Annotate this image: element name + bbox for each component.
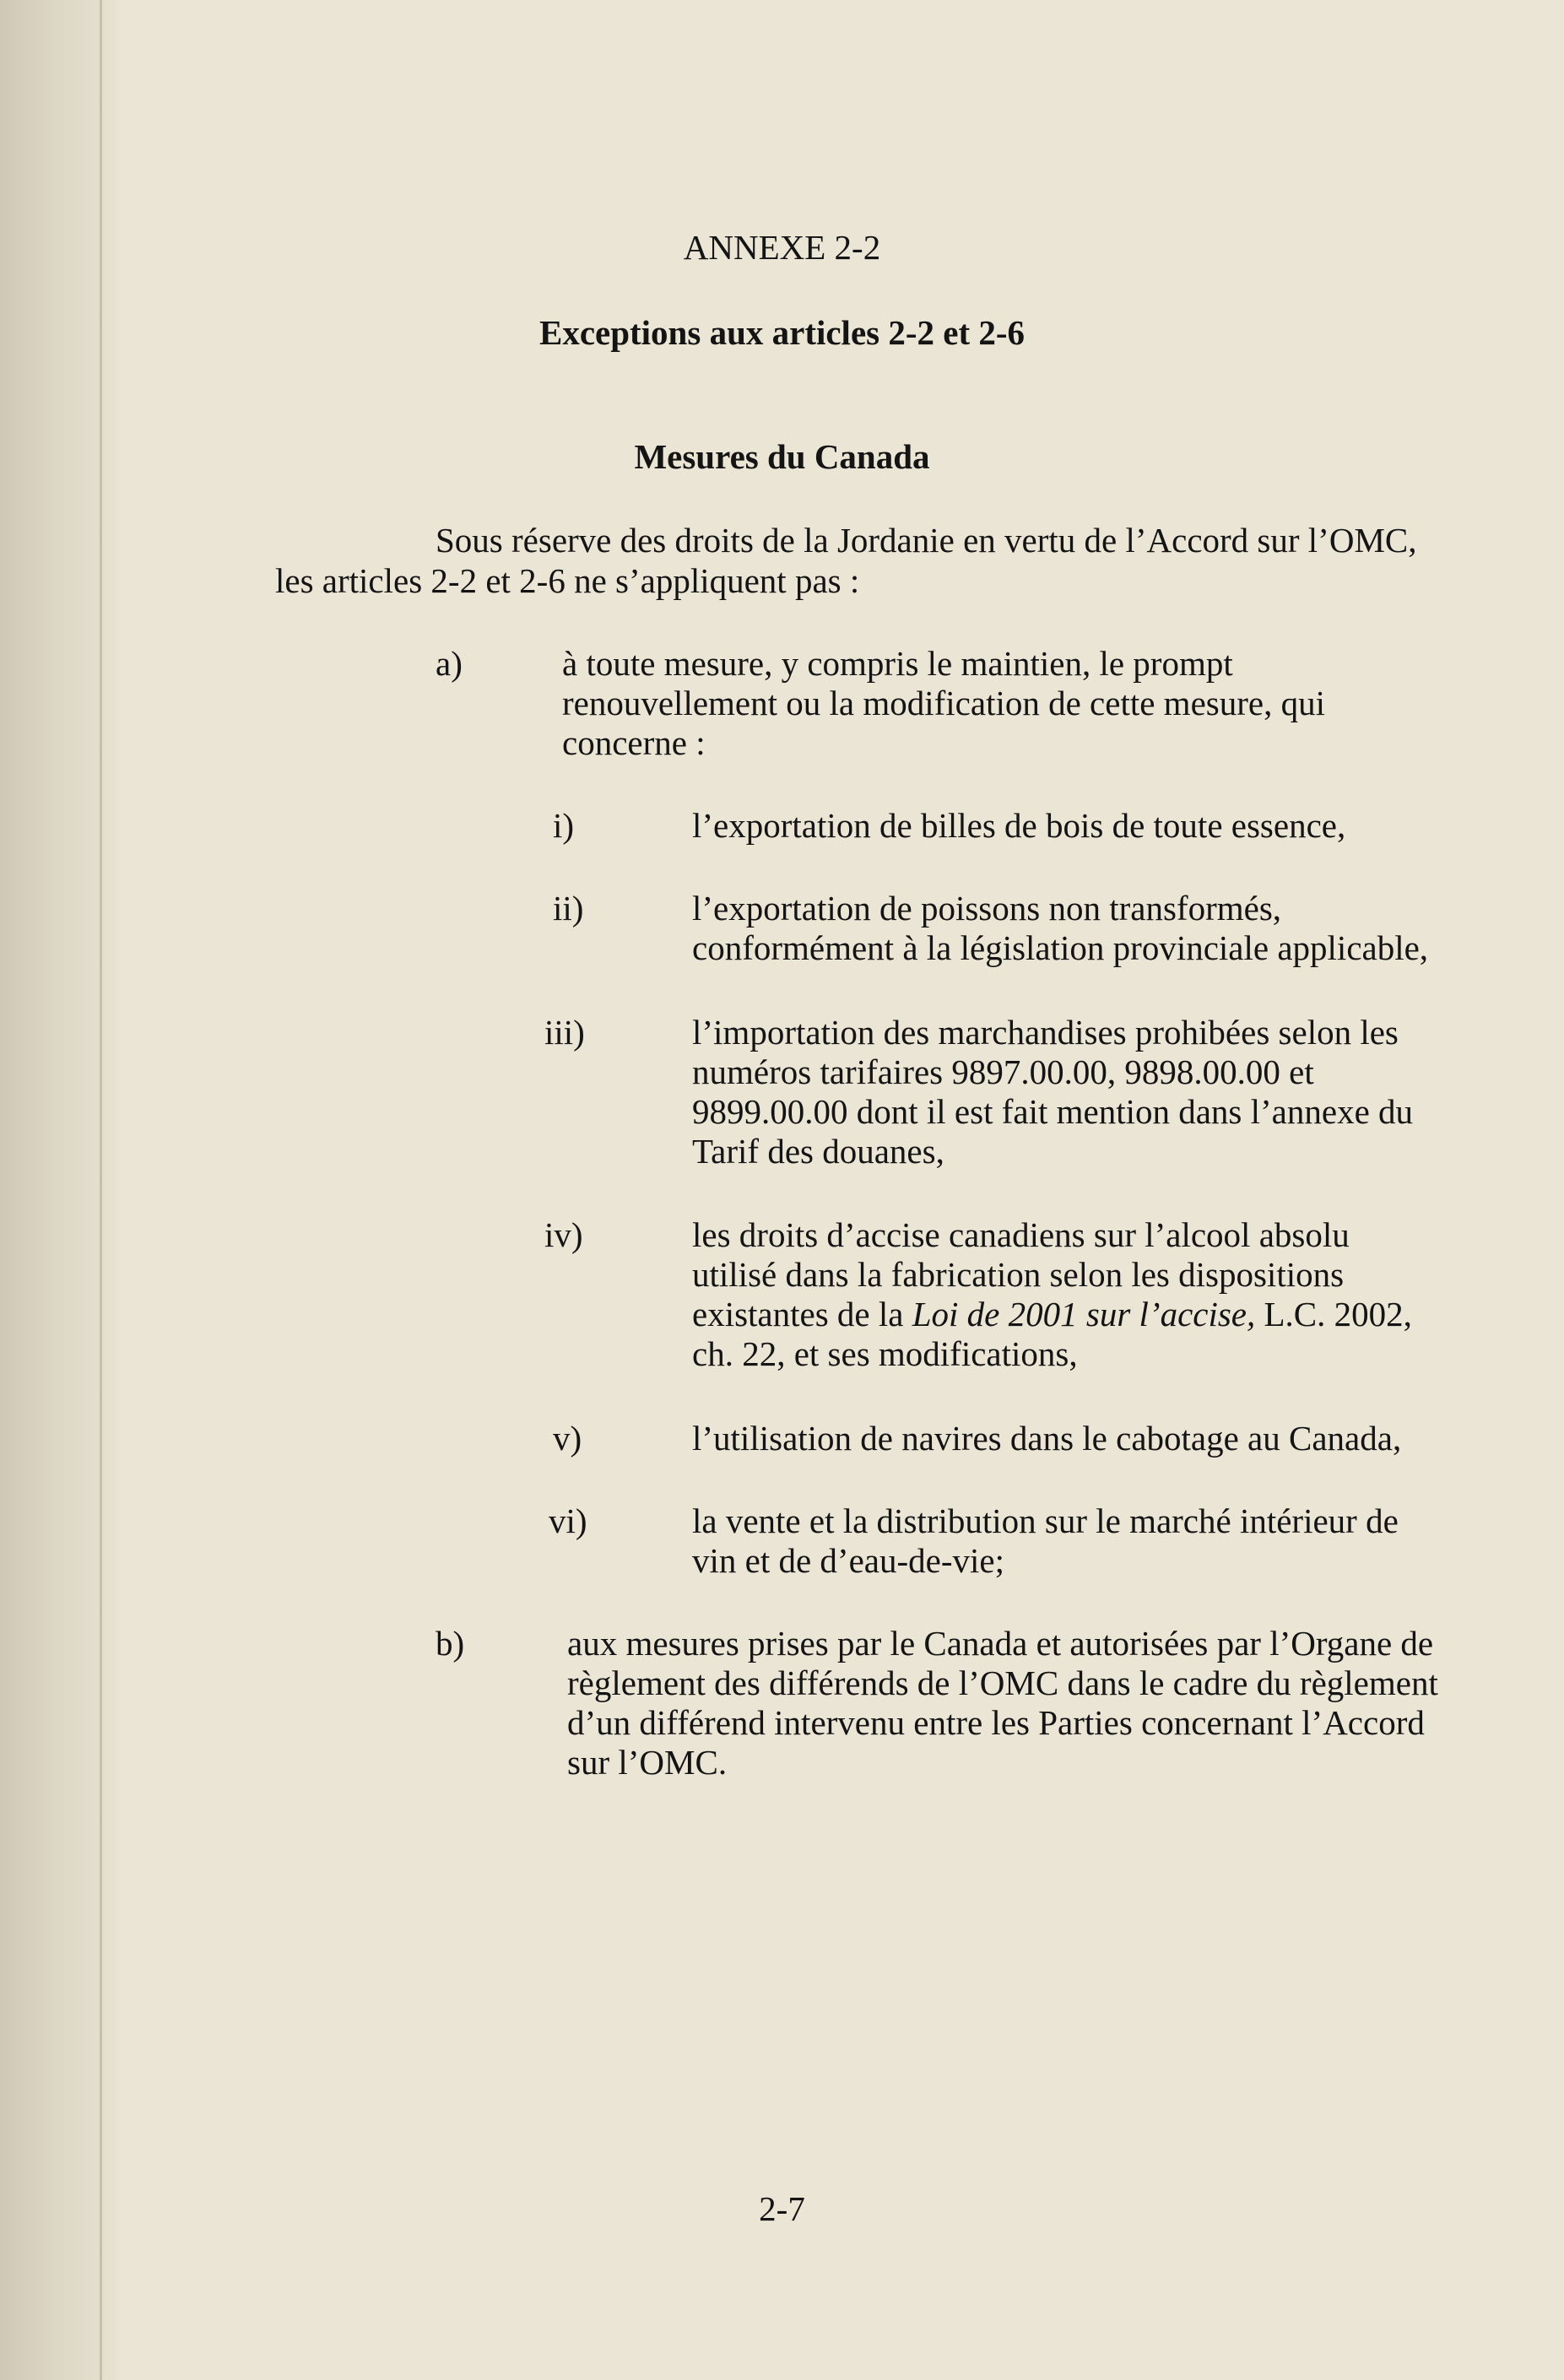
- subitem-iii-line: numéros tarifaires 9897.00.00, 9898.00.00 et: [692, 1052, 1314, 1091]
- intro-line-2: les articles 2-2 et 2-6 ne s’appliquent pas :: [275, 561, 860, 600]
- page-number: 2-7: [759, 2189, 805, 2228]
- section-heading: Exceptions aux articles 2-2 et 2-6: [538, 313, 1026, 352]
- subitem-iv-line: utilisé dans la fabrication selon les dispositions: [692, 1255, 1345, 1294]
- subitem-iv-line-3: [692, 1295, 1412, 1334]
- subitem-iv-line: les droits d’accise canadiens sur l’alcool absolu: [692, 1215, 1350, 1254]
- subitem-ii-line: conformément à la législation provinciale applicable,: [692, 928, 1429, 967]
- item-a-line: à toute mesure, y compris le maintien, le prompt: [562, 644, 1233, 683]
- subitem-iii-line: 9899.00.00 dont il est fait mention dans l’annexe du: [692, 1092, 1414, 1131]
- subitem-vi-label: vi): [549, 1501, 587, 1540]
- subitem-iv-label: iv): [544, 1215, 583, 1254]
- subitem-iv-line: ch. 22, et ses modifications,: [692, 1334, 1078, 1373]
- subitem-i-line: l’exportation de billes de bois de toute essence,: [692, 806, 1346, 845]
- intro-line-1: Sous réserve des droits de la Jordanie en vertu de l’Accord sur l’OMC,: [436, 521, 1417, 560]
- subitem-vi-line: vin et de d’eau-de-vie;: [692, 1541, 1004, 1580]
- statute-title: Loi de 2001 sur l’accise,: [912, 1295, 1256, 1333]
- page-spine-shadow: [100, 0, 102, 2380]
- item-a-label: a): [436, 644, 463, 683]
- item-a-line: renouvellement ou la modification de cette mesure, qui: [562, 684, 1325, 722]
- subitem-iii-label: iii): [544, 1013, 585, 1052]
- item-b-line: règlement des différends de l’OMC dans le cadre du règlement: [567, 1663, 1438, 1702]
- annex-title: ANNEXE 2-2: [683, 228, 881, 267]
- item-b-line: aux mesures prises par le Canada et autorisées par l’Organe de: [567, 1624, 1434, 1663]
- subitem-iv-text: L.C. 2002,: [1255, 1295, 1412, 1333]
- subitem-i-label: i): [553, 806, 575, 845]
- subitem-iii-line: Tarif des douanes,: [692, 1132, 944, 1171]
- subitem-iv-text: existantes de la: [692, 1295, 912, 1333]
- item-b-label: b): [436, 1624, 465, 1663]
- subitem-vi-line: la vente et la distribution sur le marché intérieur de: [692, 1501, 1399, 1540]
- section-subheading: Mesures du Canada: [634, 437, 930, 476]
- subitem-v-line: l’utilisation de navires dans le cabotage au Canada,: [692, 1419, 1402, 1458]
- item-b-line: sur l’OMC.: [567, 1743, 728, 1782]
- item-b-line: d’un différend intervenu entre les Parties concernant l’Accord: [567, 1703, 1425, 1742]
- item-a-line: concerne :: [562, 723, 706, 762]
- subitem-iii-line: l’importation des marchandises prohibées selon les: [692, 1013, 1399, 1052]
- subitem-v-label: v): [553, 1419, 582, 1458]
- subitem-ii-line: l’exportation de poissons non transformés,: [692, 889, 1282, 928]
- subitem-ii-label: ii): [553, 889, 584, 928]
